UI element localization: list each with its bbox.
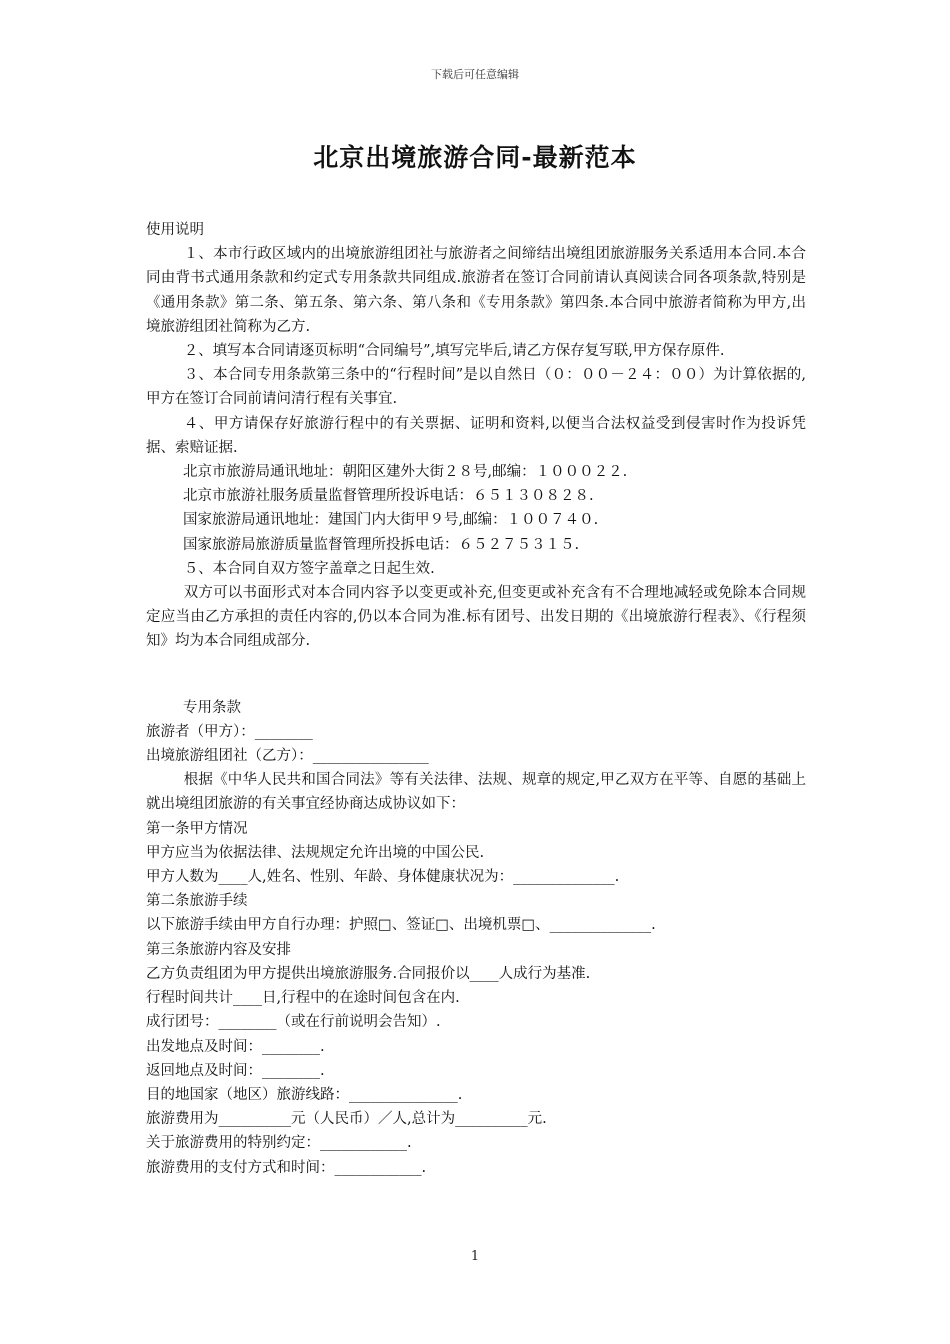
usage-paragraph-5: ５、本合同自双方签字盖章之日起生效. — [183, 560, 435, 577]
article-1-line-1: 甲方应当为依据法律、法规规定允许出境的中国公民. — [146, 844, 485, 861]
document-title: 北京出境旅游合同-最新范本 — [313, 143, 637, 172]
article-3-line-5: 返回地点及时间：________. — [146, 1062, 325, 1079]
article-2-title: 第二条旅游手续 — [146, 893, 248, 910]
address-line-1: 北京市旅游局通讯地址：朝阳区建外大街２８号,邮编：１０００２２. — [183, 464, 628, 481]
party-a-line: 旅游者（甲方）：________ — [146, 723, 313, 740]
article-1-title: 第一条甲方情况 — [146, 820, 248, 837]
article-3-line-7: 旅游费用为__________元（人民币）／人,总计为__________元. — [146, 1111, 547, 1128]
usage-paragraph-1: １、本市行政区域内的出境旅游组团社与旅游者之间缔结出境组团旅游服务关系适用本合同.本合同由背书式通用条款和约定式专用条款共同组成.旅游者在签订合同前请认真阅读合同各项条款,特别是《通用条款》第二条、第五条、第六条、第八条和《专用条款》第四条.本合同中旅游者简称为甲方,出境旅游组团社简称为乙方. — [146, 246, 806, 335]
article-3-line-9: 旅游费用的支付方式和时间：____________. — [146, 1159, 427, 1176]
article-3-line-8: 关于旅游费用的特别约定：____________. — [146, 1135, 412, 1152]
usage-paragraph-3: ３、本合同专用条款第三条中的“行程时间”是以自然日（０：００－２４：００）为计算依据的,甲方在签订合同前请问清行程有关事宜. — [146, 367, 806, 408]
article-3-title: 第三条旅游内容及安排 — [146, 941, 291, 958]
special-terms-heading: 专用条款 — [183, 699, 241, 716]
agreement-intro: 根据《中华人民共和国合同法》等有关法律、法规、规章的规定,甲乙双方在平等、自愿的基础上就出境组团旅游的有关事宜经协商达成协议如下： — [146, 772, 806, 813]
address-line-2: 北京市旅游社服务质量监督管理所投诉电话：６５１３０８２８. — [183, 488, 594, 505]
article-3-line-6: 目的地国家（地区）旅游线路：_______________. — [146, 1086, 463, 1103]
page-header: 下载后可任意编辑 — [431, 68, 519, 81]
party-b-line: 出境旅游组团社（乙方）：________________ — [146, 748, 429, 765]
article-3-line-1: 乙方负责组团为甲方提供出境旅游服务.合同报价以____人成行为基准. — [146, 965, 591, 982]
article-3-line-2: 行程时间共计____日,行程中的在途时间包含在内. — [146, 990, 460, 1007]
article-3-line-3: 成行团号：________（或在行前说明会告知）. — [146, 1014, 441, 1031]
usage-heading: 使用说明 — [146, 222, 204, 238]
article-3-line-4: 出发地点及时间：________. — [146, 1038, 325, 1055]
document-body — [146, 218, 806, 1180]
address-line-3: 国家旅游局通讯地址：建国门内大街甲９号,邮编：１００７４０. — [183, 512, 599, 529]
article-1-line-2: 甲方人数为____人,姓名、性别、年龄、身体健康状况为：______________. — [146, 869, 620, 886]
section-gap — [146, 654, 806, 696]
usage-paragraph-4: ４、甲方请保存好旅游行程中的有关票据、证明和资料,以便当合法权益受到侵害时作为投诉凭据、索赔证据. — [146, 415, 806, 456]
usage-paragraph-6: 双方可以书面形式对本合同内容予以变更或补充,但变更或补充含有不合理地减轻或免除本合同规定应当由乙方承担的责任内容的,仍以本合同为准.标有团号、出发日期的《出境旅游行程表》、《行程须知》均为本合同组成部分. — [146, 585, 806, 650]
usage-paragraph-2: ２、填写本合同请逐页标明“合同编号”,填写完毕后,请乙方保存复写联,甲方保存原件. — [183, 343, 725, 360]
page-number: 1 — [470, 1249, 480, 1264]
article-2-line-1: 以下旅游手续由甲方自行办理：护照□、签证□、出境机票□、______________. — [146, 917, 656, 934]
address-line-4: 国家旅游局旅游质量监督管理所投拆电话：６５２７５３１５. — [183, 536, 580, 553]
